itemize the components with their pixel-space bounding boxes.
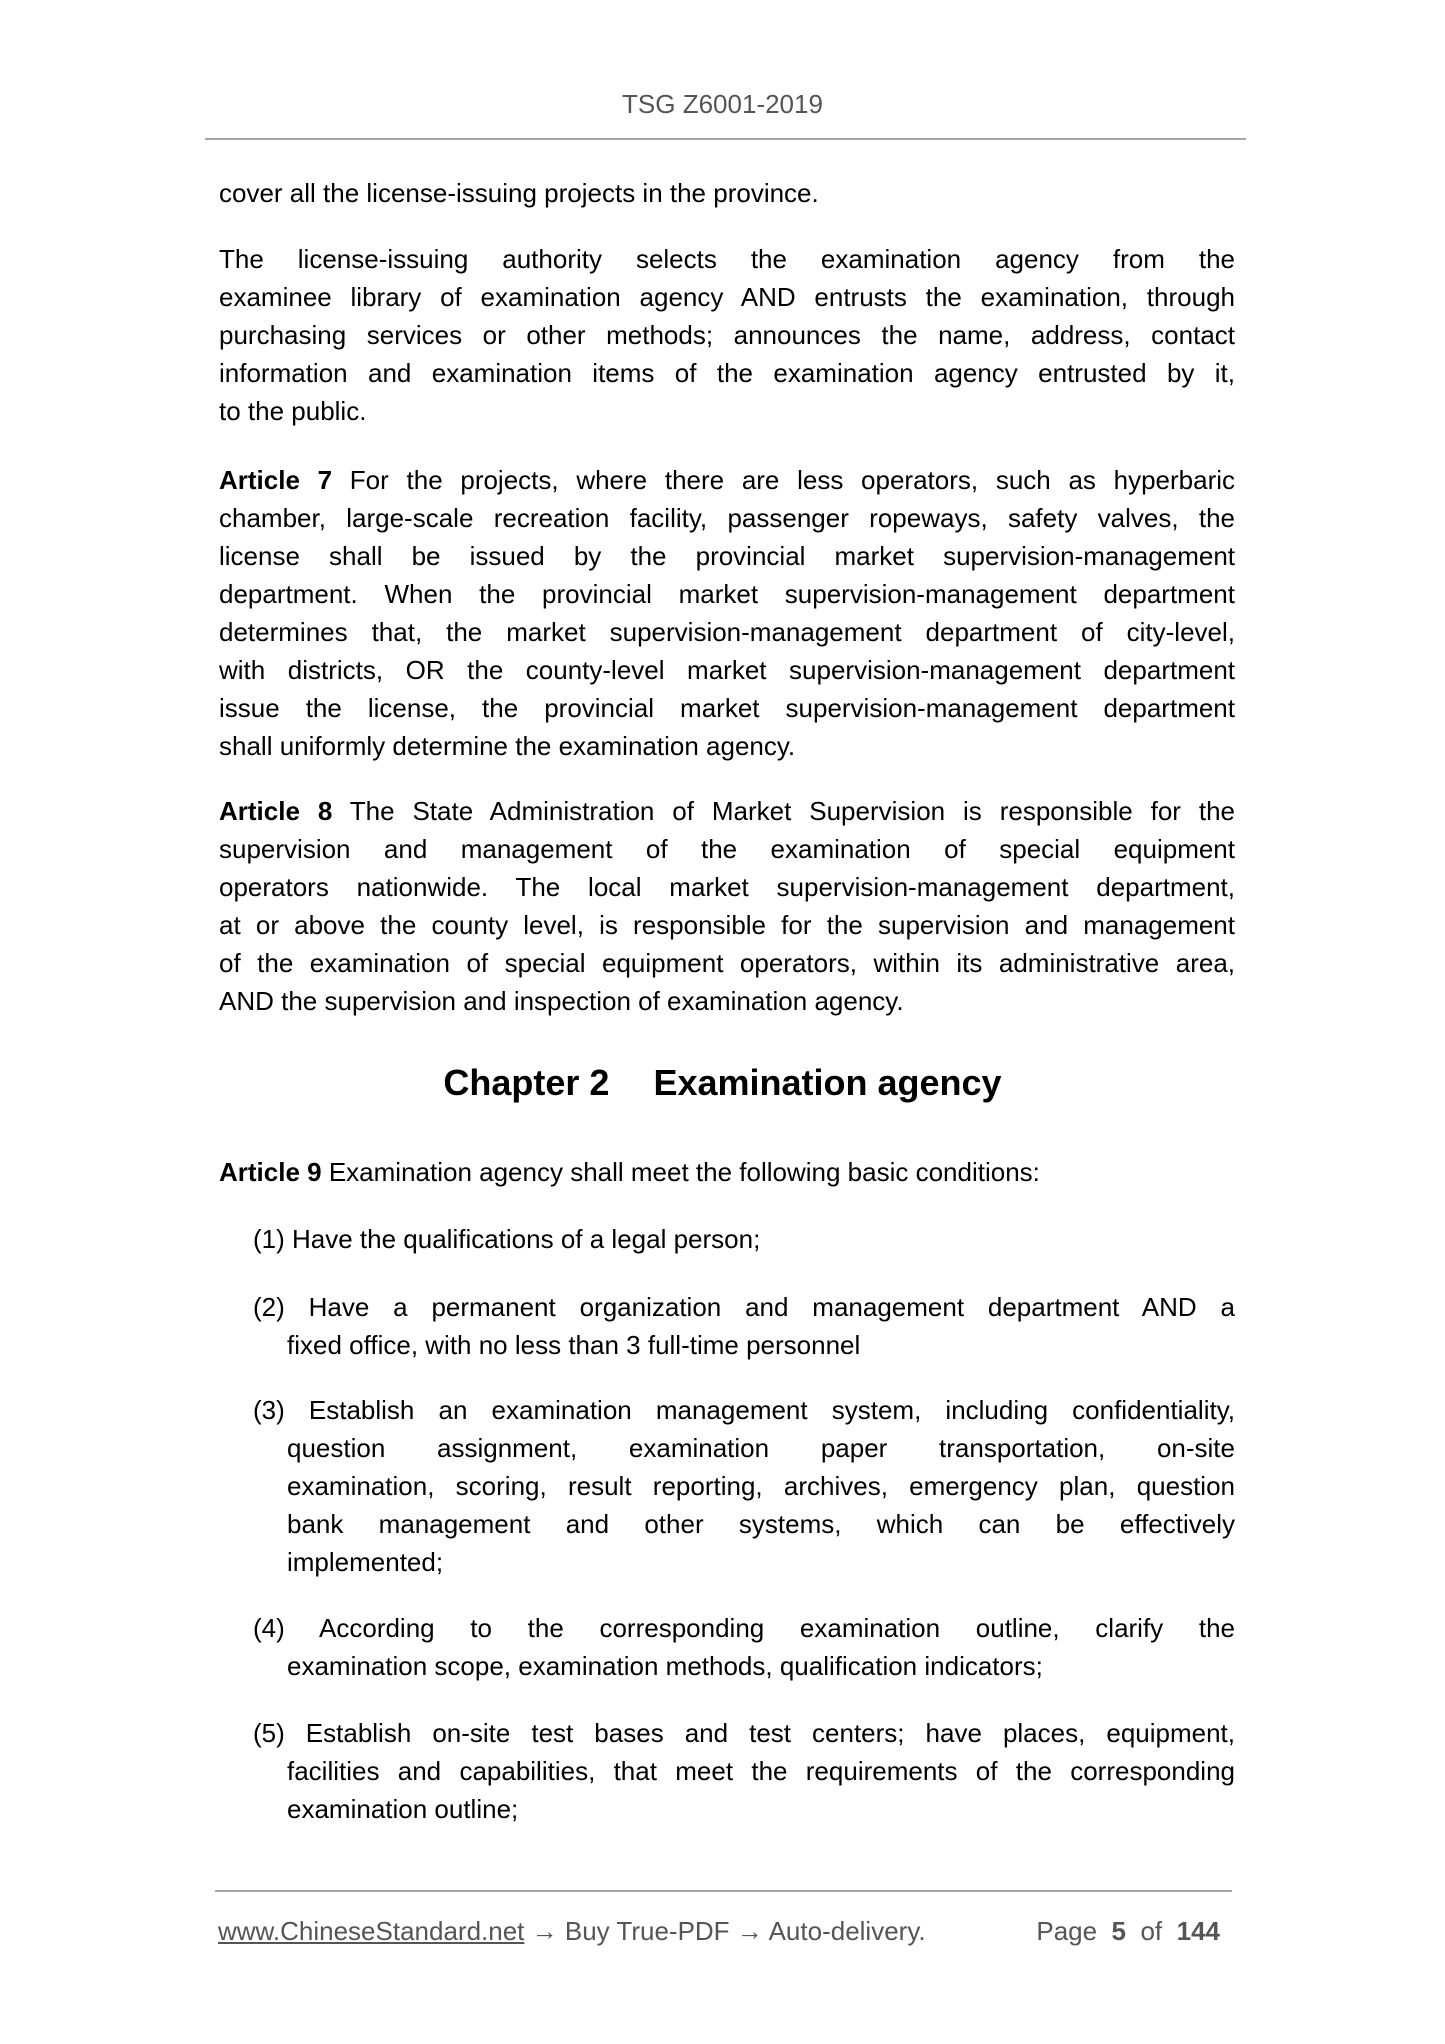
page-of: of xyxy=(1140,1916,1163,1946)
arrow-right-icon: → xyxy=(729,1916,769,1946)
arrow-right-icon: → xyxy=(524,1916,565,1946)
condition-item-5 xyxy=(253,1714,1235,1828)
header-divider xyxy=(205,138,1246,140)
text-line: examinee library of examination agency AND entrusts the examination, through xyxy=(219,282,1235,312)
article-8 xyxy=(219,792,1235,1020)
page-current: 5 xyxy=(1111,1916,1127,1946)
text-line: question assignment, examination paper transportation, on-site xyxy=(287,1433,1235,1463)
text-line: bank management and other systems, which can be effectively xyxy=(287,1509,1235,1539)
text-line: examination, scoring, result reporting, archives, emergency plan, question xyxy=(287,1471,1235,1501)
text-line: of the examination of special equipment operators, within its administrative area, xyxy=(219,948,1235,978)
text-line: supervision and management of the examination of special equipment xyxy=(219,834,1235,864)
text-line: (3) Establish an examination management system, including confidentiality, xyxy=(253,1395,1235,1425)
text-line: shall uniformly determine the examination agency. xyxy=(219,731,796,761)
text-line: The license-issuing authority selects the examination agency from the xyxy=(219,244,1235,274)
text-line: (4) According to the corresponding examination outline, clarify the xyxy=(253,1613,1235,1643)
text-line: AND the supervision and inspection of examination agency. xyxy=(219,986,904,1016)
text-line: with districts, OR the county-level market supervision-management department xyxy=(219,655,1235,685)
chapter-title: Examination agency xyxy=(653,1062,1002,1103)
footer-promo xyxy=(218,1916,926,1946)
chapter-heading xyxy=(0,1062,1445,1104)
chapter-number: Chapter 2 xyxy=(443,1062,610,1103)
text-line: Article 7 For the projects, where there are less operators, such as hyperbaric xyxy=(219,465,1235,495)
article-9 xyxy=(219,1153,1235,1191)
text-line: purchasing services or other methods; announces the name, address, contact xyxy=(219,320,1235,350)
condition-item-2 xyxy=(253,1288,1235,1364)
page-total: 144 xyxy=(1176,1916,1220,1946)
text-line: (5) Establish on-site test bases and test centers; have places, equipment, xyxy=(253,1718,1235,1748)
article-label: Article 7 xyxy=(219,465,333,495)
text-line: (1) Have the qualifications of a legal person; xyxy=(253,1224,761,1254)
text-line: fixed office, with no less than 3 full-time personnel xyxy=(287,1330,861,1360)
buy-true-pdf-text: Buy True-PDF xyxy=(564,1916,730,1946)
paragraph-continuation xyxy=(219,174,1235,212)
text-line: operators nationwide. The local market supervision-management department, xyxy=(219,872,1235,902)
footer-divider xyxy=(215,1890,1232,1892)
text-line: examination scope, examination methods, qualification indicators; xyxy=(287,1651,1043,1681)
condition-item-3 xyxy=(253,1391,1235,1581)
text-line: implemented; xyxy=(287,1547,444,1577)
text-line: facilities and capabilities, that meet the requirements of the corresponding xyxy=(287,1756,1235,1786)
condition-item-1 xyxy=(253,1220,1235,1258)
text-line: department. When the provincial market supervision-management department xyxy=(219,579,1235,609)
text-line: license shall be issued by the provincial market supervision-management xyxy=(219,541,1235,571)
page-label: Page xyxy=(1036,1916,1098,1946)
text-line: examination outline; xyxy=(287,1794,519,1824)
text-line: cover all the license-issuing projects in the province. xyxy=(219,178,819,208)
text-line: information and examination items of the examination agency entrusted by it, xyxy=(219,358,1235,388)
article-7 xyxy=(219,461,1235,765)
page-indicator xyxy=(1036,1916,1220,1946)
article-label: Article 9 xyxy=(219,1157,322,1187)
text-line: determines that, the market supervision-management department of city-level, xyxy=(219,617,1235,647)
text-line: chamber, large-scale recreation facility, passenger ropeways, safety valves, the xyxy=(219,503,1235,533)
text-line: Article 8 The State Administration of Market Supervision is responsible for the xyxy=(219,796,1235,826)
auto-delivery-text: Auto-delivery. xyxy=(768,1916,926,1946)
text-line: issue the license, the provincial market supervision-management department xyxy=(219,693,1235,723)
chinesestandard-link[interactable]: www.ChineseStandard.net xyxy=(218,1916,525,1946)
condition-item-4 xyxy=(253,1609,1235,1685)
paragraph-license-authority xyxy=(219,240,1235,430)
text-line: to the public. xyxy=(219,396,367,426)
article-label: Article 8 xyxy=(219,796,333,826)
text-line: Article 9 Examination agency shall meet the following basic conditions: xyxy=(219,1157,1040,1187)
text-line: at or above the county level, is responsible for the supervision and management xyxy=(219,910,1235,940)
text-line: (2) Have a permanent organization and management department AND a xyxy=(253,1292,1235,1322)
document-code-header: TSG Z6001-2019 xyxy=(622,89,823,119)
